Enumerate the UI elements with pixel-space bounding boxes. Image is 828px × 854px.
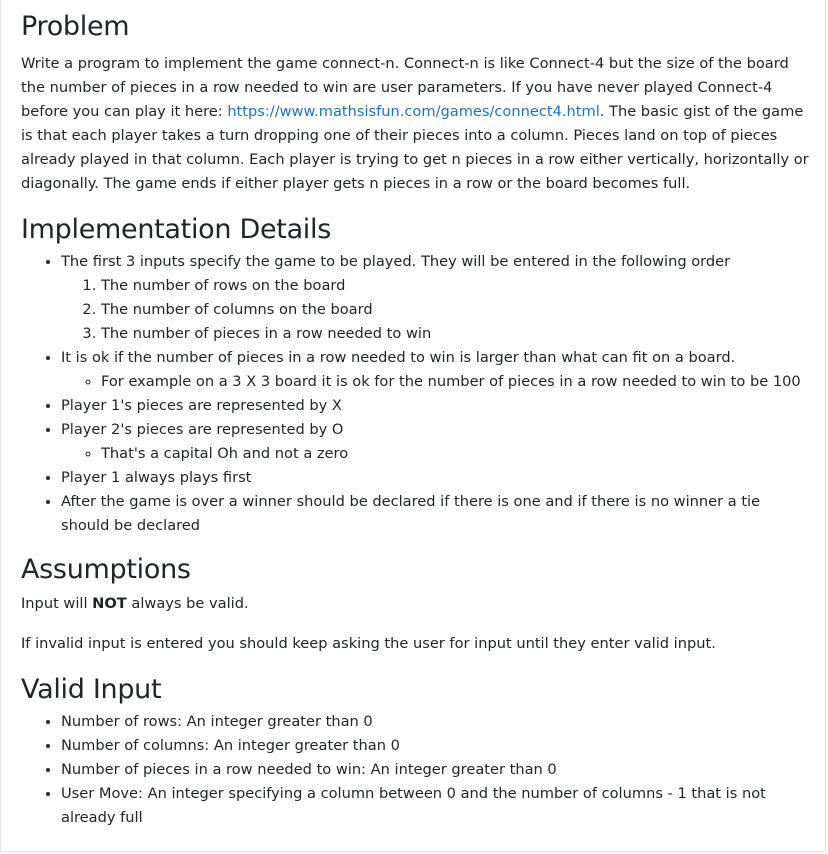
list-item: • Player 1 always plays first	[61, 466, 811, 490]
list-item: ◦ For example on a 3 X 3 board it is ok for the number of pieces in a row needed to win to be 100	[101, 370, 811, 394]
list-item: ◦ That's a capital Oh and not a zero	[101, 442, 811, 466]
implementation-list	[21, 250, 811, 538]
not-emphasis: NOT	[92, 595, 127, 612]
assumptions-text: always be valid.	[126, 595, 249, 612]
assumptions-heading: Assumptions	[21, 554, 191, 585]
list-item: • Player 1's pieces are represented by X	[61, 394, 811, 418]
list-item	[61, 418, 811, 466]
list-item: • Number of rows: An integer greater than 0	[61, 710, 811, 734]
list-item-text: It is ok if the number of pieces in a row needed to win is larger than what can fit on a board.	[61, 349, 736, 366]
problem-text-2: . The basic gist of the game is that each player takes a turn dropping one of their pieces into a column. Pieces land on top of pieces already played in that column. Each player is trying to get n pieces in a row either vertically, horizontally or diagonally. The game ends if either player gets n pieces in a row or the board becomes full.	[21, 103, 809, 192]
list-item-text: The first 3 inputs specify the game to be played. They will be entered in the following order	[61, 253, 731, 270]
problem-paragraph	[21, 52, 811, 196]
list-item	[61, 346, 811, 394]
list-item	[61, 250, 811, 346]
implementation-heading: Implementation Details	[21, 214, 331, 245]
list-item: 2. The number of columns on the board	[101, 298, 811, 322]
sub-list	[61, 442, 811, 466]
list-item: • After the game is over a winner should be declared if there is one and if there is no winner a tie should be declared	[61, 490, 811, 538]
list-item: • User Move: An integer specifying a column between 0 and the number of columns - 1 that is not already full	[61, 782, 811, 830]
connect4-link[interactable]: https://www.mathsisfun.com/games/connect4.html	[227, 103, 600, 120]
list-item: • Number of columns: An integer greater than 0	[61, 734, 811, 758]
assumptions-paragraph-2: If invalid input is entered you should keep asking the user for input until they enter valid input.	[21, 635, 716, 652]
document-content	[21, 0, 811, 830]
list-item-text: Player 2's pieces are represented by O	[61, 421, 344, 438]
assumptions-text: Input will	[21, 595, 93, 612]
valid-input-list	[21, 710, 811, 830]
inputs-order-list	[61, 274, 811, 346]
assumptions-paragraph-1	[21, 592, 811, 616]
valid-input-heading: Valid Input	[21, 674, 162, 705]
sub-list	[61, 370, 811, 394]
problem-heading: Problem	[21, 11, 130, 42]
problem-text-1: Write a program to implement the game connect-n. Connect-n is like Connect-4 but the size of the board the number of pieces in a row needed to win are user parameters. If you have never played Connect-4 before you can play it here:	[21, 55, 789, 120]
list-item: 1. The number of rows on the board	[101, 274, 811, 298]
list-item: 3. The number of pieces in a row needed to win	[101, 322, 811, 346]
list-item: • Number of pieces in a row needed to win: An integer greater than 0	[61, 758, 811, 782]
